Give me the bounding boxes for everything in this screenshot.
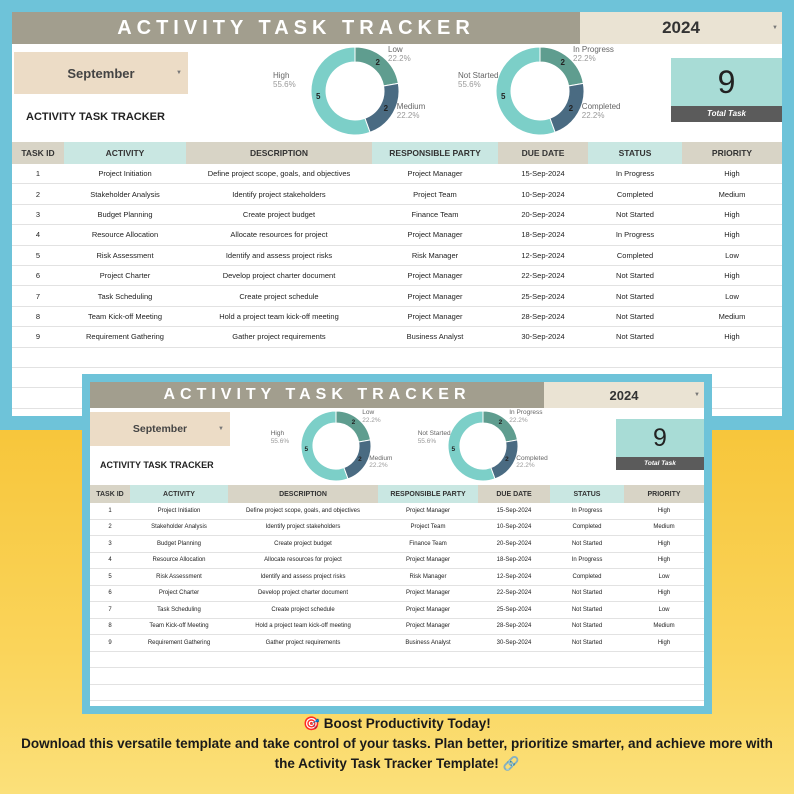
small-total-task-card [616, 419, 704, 470]
large-priority-slice-name: Medium [396, 102, 426, 111]
small-sub-title: ACTIVITY TASK TRACKER [100, 460, 214, 470]
cell-party[interactable]: Business Analyst [372, 327, 498, 347]
cell-status[interactable]: Not Started [550, 602, 624, 619]
table-row[interactable] [12, 225, 782, 245]
cell-activity[interactable]: Resource Allocation [130, 552, 228, 569]
empty-cell[interactable] [478, 701, 550, 707]
small-col-header: DESCRIPTION [228, 485, 378, 503]
cell-status[interactable]: Not Started [588, 306, 682, 326]
cell-party[interactable]: Risk Manager [372, 245, 498, 265]
small-status-slice-label [516, 455, 547, 470]
cell-due[interactable]: 12-Sep-2024 [498, 245, 588, 265]
large-col-header: TASK ID [12, 142, 64, 164]
empty-table-row[interactable] [90, 701, 704, 707]
cell-status[interactable]: In Progress [550, 503, 624, 519]
cell-priority[interactable]: Medium [624, 519, 704, 536]
cell-activity[interactable]: Project Initiation [64, 164, 186, 184]
small-title-bar: ACTIVITY TASK TRACKER [90, 382, 544, 408]
cell-activity[interactable]: Task Scheduling [64, 286, 186, 306]
small-priority-slice-count: 2 [351, 418, 356, 426]
cell-priority[interactable]: Low [682, 286, 782, 306]
small-status-slice-label [418, 430, 451, 445]
small-year-value: 2024 [609, 387, 639, 403]
empty-cell[interactable] [550, 684, 624, 701]
empty-cell[interactable] [372, 347, 498, 367]
cell-due[interactable]: 15-Sep-2024 [478, 503, 550, 519]
large-status-slice-count: 2 [568, 104, 574, 114]
cell-priority[interactable]: Medium [682, 184, 782, 204]
cell-due[interactable]: 20-Sep-2024 [478, 536, 550, 553]
large-priority-slice-count: 5 [316, 92, 321, 102]
cell-activity[interactable]: Budget Planning [64, 204, 186, 224]
small-status-slice-percent: 55.6% [417, 437, 437, 445]
large-priority-slice-count: 2 [383, 104, 389, 114]
large-month-value: September [67, 65, 135, 81]
empty-cell[interactable] [90, 684, 130, 701]
small-priority-slice-percent: 22.2% [362, 416, 381, 424]
empty-cell[interactable] [550, 701, 624, 707]
small-priority-slice-label [271, 430, 289, 445]
large-task-table [12, 142, 782, 409]
cell-due[interactable]: 12-Sep-2024 [478, 569, 550, 586]
small-table-header-row [90, 485, 704, 503]
small-month-select[interactable] [90, 412, 230, 446]
chevron-down-icon: ▼ [218, 426, 224, 432]
cell-description[interactable]: Define project scope, goals, and objectives [186, 164, 372, 184]
cell-activity[interactable]: Risk Assessment [130, 569, 228, 586]
cell-status[interactable]: Not Started [550, 635, 624, 652]
cell-status[interactable]: Not Started [588, 204, 682, 224]
large-priority-slice-name: High [273, 71, 290, 81]
cell-status[interactable]: In Progress [588, 225, 682, 245]
large-status-slice-count: 5 [501, 92, 506, 102]
cell-due[interactable]: 25-Sep-2024 [498, 286, 588, 306]
empty-cell[interactable] [12, 388, 64, 408]
empty-cell[interactable] [624, 701, 704, 707]
small-status-slice-count: 2 [498, 418, 503, 426]
cell-due[interactable]: 22-Sep-2024 [478, 585, 550, 602]
large-title-bar: ACTIVITY TASK TRACKER [12, 12, 580, 44]
large-col-header: DUE DATE [498, 142, 588, 164]
empty-cell[interactable] [130, 651, 228, 668]
empty-table-row[interactable] [90, 684, 704, 701]
cell-id[interactable]: 7 [12, 286, 64, 306]
cell-due[interactable]: 28-Sep-2024 [498, 306, 588, 326]
cell-id[interactable]: 8 [12, 306, 64, 326]
chevron-down-icon: ▼ [176, 70, 182, 76]
empty-cell[interactable] [550, 651, 624, 668]
cell-party[interactable]: Project Team [378, 519, 478, 536]
large-total-task-card [671, 58, 782, 122]
large-col-header: DESCRIPTION [186, 142, 372, 164]
table-row[interactable] [90, 536, 704, 553]
table-row[interactable] [90, 635, 704, 652]
large-priority-slice-label [388, 45, 411, 63]
large-year-value: 2024 [662, 18, 700, 37]
small-col-header: ACTIVITY [130, 485, 228, 503]
empty-cell[interactable] [478, 684, 550, 701]
empty-cell[interactable] [130, 668, 228, 685]
cell-id[interactable]: 4 [90, 552, 130, 569]
cell-id[interactable]: 3 [12, 204, 64, 224]
small-col-header: DUE DATE [478, 485, 550, 503]
cell-description[interactable]: Allocate resources for project [228, 552, 378, 569]
cell-party[interactable]: Project Manager [372, 265, 498, 285]
cell-id[interactable]: 5 [90, 569, 130, 586]
large-status-slice-percent: 22.2% [581, 111, 605, 120]
small-status-slice-label [509, 409, 542, 424]
cell-priority[interactable]: High [624, 585, 704, 602]
empty-cell[interactable] [12, 347, 64, 367]
cell-activity[interactable]: Team Kick-off Meeting [130, 618, 228, 635]
cell-activity[interactable]: Task Scheduling [130, 602, 228, 619]
large-total-label: Total Task [671, 106, 782, 122]
cell-party[interactable]: Project Manager [372, 164, 498, 184]
empty-cell[interactable] [624, 651, 704, 668]
cell-description[interactable]: Create project schedule [228, 602, 378, 619]
empty-table-row[interactable] [90, 668, 704, 685]
cell-id[interactable]: 9 [90, 635, 130, 652]
cell-description[interactable]: Create project budget [228, 536, 378, 553]
cell-description[interactable]: Identify and assess project risks [228, 569, 378, 586]
empty-cell[interactable] [130, 684, 228, 701]
cell-activity[interactable]: Project Initiation [130, 503, 228, 519]
large-priority-slice-percent: 55.6% [273, 80, 296, 90]
cell-status[interactable]: Completed [550, 519, 624, 536]
cell-priority[interactable]: Low [682, 245, 782, 265]
table-row[interactable] [90, 585, 704, 602]
large-status-slice-label [458, 71, 498, 89]
large-col-header: ACTIVITY [64, 142, 186, 164]
cell-activity[interactable]: Stakeholder Analysis [64, 184, 186, 204]
cell-status[interactable]: Not Started [550, 618, 624, 635]
cell-status[interactable]: Completed [588, 184, 682, 204]
large-priority-slice-name: Low [388, 45, 403, 54]
small-total-label: Total Task [616, 457, 704, 470]
cell-activity[interactable]: Risk Assessment [64, 245, 186, 265]
cell-status[interactable]: Not Started [550, 585, 624, 602]
cell-party[interactable]: Project Manager [372, 306, 498, 326]
cell-priority[interactable]: Low [624, 602, 704, 619]
tracker-sheet-small [90, 382, 704, 706]
large-status-slice-name: In Progress [573, 45, 614, 54]
empty-cell[interactable] [378, 668, 478, 685]
cell-activity[interactable]: Requirement Gathering [130, 635, 228, 652]
large-status-slice-count: 2 [560, 58, 565, 68]
cell-id[interactable]: 2 [90, 519, 130, 536]
cell-priority[interactable]: High [682, 265, 782, 285]
cell-description[interactable]: Develop project charter document [186, 265, 372, 285]
cell-due[interactable]: 18-Sep-2024 [498, 225, 588, 245]
empty-cell[interactable] [550, 668, 624, 685]
cell-priority[interactable]: High [682, 327, 782, 347]
cell-priority[interactable]: High [682, 164, 782, 184]
cell-due[interactable]: 18-Sep-2024 [478, 552, 550, 569]
cell-party[interactable]: Project Manager [378, 503, 478, 519]
cell-activity[interactable]: Team Kick-off Meeting [64, 306, 186, 326]
empty-cell[interactable] [478, 668, 550, 685]
table-row[interactable] [90, 519, 704, 536]
empty-cell[interactable] [682, 347, 782, 367]
table-row[interactable] [12, 265, 782, 285]
small-col-header: TASK ID [90, 485, 130, 503]
cell-due[interactable]: 22-Sep-2024 [498, 265, 588, 285]
large-priority-slice-percent: 22.2% [388, 54, 411, 63]
empty-cell[interactable] [186, 347, 372, 367]
cell-due[interactable]: 15-Sep-2024 [498, 164, 588, 184]
table-row[interactable] [90, 552, 704, 569]
table-row[interactable] [12, 245, 782, 265]
cell-status[interactable]: Not Started [588, 327, 682, 347]
table-row[interactable] [90, 503, 704, 519]
promo-caption [20, 714, 774, 774]
table-row[interactable] [12, 327, 782, 347]
cell-priority[interactable]: High [682, 225, 782, 245]
cell-description[interactable]: Create project budget [186, 204, 372, 224]
cell-id[interactable]: 2 [12, 184, 64, 204]
small-status-slice-name: In Progress [509, 409, 543, 416]
cell-due[interactable]: 10-Sep-2024 [498, 184, 588, 204]
large-priority-slice-count: 2 [375, 58, 380, 68]
table-row[interactable] [12, 286, 782, 306]
table-row[interactable] [12, 184, 782, 204]
empty-table-row[interactable] [12, 347, 782, 367]
empty-cell[interactable] [624, 668, 704, 685]
cell-party[interactable]: Project Manager [378, 552, 478, 569]
large-col-header: PRIORITY [682, 142, 782, 164]
large-col-header: RESPONSIBLE PARTY [372, 142, 498, 164]
small-status-slice-name: Not Started [417, 430, 451, 438]
small-col-header: PRIORITY [624, 485, 704, 503]
cell-due[interactable]: 28-Sep-2024 [478, 618, 550, 635]
cell-status[interactable]: Not Started [588, 286, 682, 306]
small-priority-slice-name: High [270, 430, 285, 438]
cell-id[interactable]: 3 [90, 536, 130, 553]
cell-status[interactable]: Not Started [550, 536, 624, 553]
cell-priority[interactable]: Medium [624, 618, 704, 635]
cell-description[interactable]: Define project scope, goals, and objectives [228, 503, 378, 519]
table-row[interactable] [90, 569, 704, 586]
cell-description[interactable]: Gather project requirements [228, 635, 378, 652]
cell-priority[interactable]: Low [624, 569, 704, 586]
cell-party[interactable]: Risk Manager [378, 569, 478, 586]
cell-priority[interactable]: High [682, 204, 782, 224]
large-table-header-row [12, 142, 782, 164]
cell-due[interactable]: 30-Sep-2024 [478, 635, 550, 652]
empty-cell[interactable] [228, 684, 378, 701]
cell-status[interactable]: In Progress [550, 552, 624, 569]
chevron-down-icon: ▼ [694, 392, 700, 398]
small-priority-slice-label [362, 409, 380, 424]
cell-activity[interactable]: Budget Planning [130, 536, 228, 553]
empty-cell[interactable] [130, 701, 228, 707]
tracker-sheet-large [12, 12, 782, 416]
small-priority-slice-percent: 55.6% [270, 437, 290, 445]
cell-due[interactable]: 25-Sep-2024 [478, 602, 550, 619]
small-total-count: 9 [653, 424, 667, 453]
cell-description[interactable]: Hold a project team kick-off meeting [228, 618, 378, 635]
large-sub-title: ACTIVITY TASK TRACKER [26, 111, 165, 123]
large-priority-slice-medium [365, 83, 399, 132]
cell-party[interactable]: Project Manager [372, 286, 498, 306]
empty-cell[interactable] [90, 668, 130, 685]
cell-party[interactable]: Project Manager [378, 585, 478, 602]
cell-status[interactable]: Not Started [588, 265, 682, 285]
cell-description[interactable]: Identify and assess project risks [186, 245, 372, 265]
cell-activity[interactable]: Stakeholder Analysis [130, 519, 228, 536]
empty-cell[interactable] [228, 701, 378, 707]
small-col-header: STATUS [550, 485, 624, 503]
cell-description[interactable]: Develop project charter document [228, 585, 378, 602]
promo-body: Download this versatile template and take control of your tasks. Plan better, prioritize smarter, and achieve more with the Activity Task Tracker Template! 🔗 [21, 736, 773, 771]
empty-cell[interactable] [624, 684, 704, 701]
cell-description[interactable]: Identify project stakeholders [186, 184, 372, 204]
cell-priority[interactable]: High [624, 536, 704, 553]
cell-id[interactable]: 7 [90, 602, 130, 619]
table-row[interactable] [12, 306, 782, 326]
cell-id[interactable]: 6 [12, 265, 64, 285]
cell-party[interactable]: Finance Team [378, 536, 478, 553]
cell-description[interactable]: Allocate resources for project [186, 225, 372, 245]
small-month-value: September [132, 423, 188, 435]
large-priority-slice-label [273, 71, 296, 89]
cell-due[interactable]: 20-Sep-2024 [498, 204, 588, 224]
small-status-slice-count: 5 [451, 446, 456, 454]
cell-id[interactable]: 6 [90, 585, 130, 602]
cell-description[interactable]: Identify project stakeholders [228, 519, 378, 536]
table-row[interactable] [90, 618, 704, 635]
table-row[interactable] [90, 602, 704, 619]
cell-party[interactable]: Project Manager [378, 618, 478, 635]
empty-cell[interactable] [228, 651, 378, 668]
cell-activity[interactable]: Resource Allocation [64, 225, 186, 245]
cell-id[interactable]: 1 [12, 164, 64, 184]
cell-id[interactable]: 4 [12, 225, 64, 245]
cell-description[interactable]: Gather project requirements [186, 327, 372, 347]
small-priority-slice-count: 5 [304, 446, 309, 454]
cell-id[interactable]: 5 [12, 245, 64, 265]
empty-cell[interactable] [90, 651, 130, 668]
large-priority-slice-label [397, 102, 425, 120]
cell-priority[interactable]: High [624, 635, 704, 652]
large-status-slice-label [582, 102, 621, 120]
small-task-table [90, 485, 704, 706]
cell-party[interactable]: Project Manager [372, 225, 498, 245]
cell-party[interactable]: Project Manager [378, 602, 478, 619]
large-status-slice-name: Not Started [458, 71, 499, 81]
cell-priority[interactable]: High [624, 503, 704, 519]
cell-description[interactable]: Hold a project team kick-off meeting [186, 306, 372, 326]
cell-party[interactable]: Project Team [372, 184, 498, 204]
small-priority-slice-name: Low [362, 409, 375, 416]
large-total-count: 9 [717, 64, 736, 101]
cell-priority[interactable]: High [624, 552, 704, 569]
large-status-slice-percent: 22.2% [573, 54, 596, 63]
cell-description[interactable]: Create project schedule [186, 286, 372, 306]
cell-status[interactable]: In Progress [588, 164, 682, 184]
chevron-down-icon: ▼ [772, 25, 778, 31]
cell-activity[interactable]: Project Charter [64, 265, 186, 285]
empty-table-row[interactable] [90, 651, 704, 668]
cell-due[interactable]: 30-Sep-2024 [498, 327, 588, 347]
cell-id[interactable]: 1 [90, 503, 130, 519]
empty-cell[interactable] [90, 701, 130, 707]
small-status-slice-percent: 22.2% [509, 416, 528, 424]
large-status-slice-percent: 55.6% [458, 80, 481, 90]
large-status-slice-completed [550, 83, 584, 132]
small-status-slice-percent: 22.2% [516, 462, 535, 470]
empty-cell[interactable] [64, 347, 186, 367]
promo-headline: 🎯 Boost Productivity Today! [303, 716, 491, 731]
large-priority-slice-percent: 22.2% [396, 111, 420, 120]
small-priority-slice-label [369, 455, 392, 470]
large-status-slice-label [573, 45, 614, 63]
empty-cell[interactable] [228, 668, 378, 685]
small-priority-slice-count: 2 [358, 455, 362, 463]
cell-activity[interactable]: Project Charter [130, 585, 228, 602]
small-priority-slice-percent: 22.2% [369, 462, 388, 470]
large-month-select[interactable] [14, 52, 188, 94]
table-row[interactable] [12, 164, 782, 184]
empty-cell[interactable] [588, 347, 682, 367]
cell-activity[interactable]: Requirement Gathering [64, 327, 186, 347]
small-priority-slice-name: Medium [369, 454, 393, 462]
cell-id[interactable]: 9 [12, 327, 64, 347]
cell-due[interactable]: 10-Sep-2024 [478, 519, 550, 536]
small-status-slice-count: 2 [505, 455, 509, 463]
cell-party[interactable]: Finance Team [372, 204, 498, 224]
empty-cell[interactable] [378, 701, 478, 707]
small-status-slice-name: Completed [516, 454, 548, 462]
empty-cell[interactable] [498, 347, 588, 367]
cell-party[interactable]: Business Analyst [378, 635, 478, 652]
empty-cell[interactable] [12, 367, 64, 387]
small-col-header: RESPONSIBLE PARTY [378, 485, 478, 503]
empty-cell[interactable] [478, 651, 550, 668]
cell-status[interactable]: Completed [550, 569, 624, 586]
large-col-header: STATUS [588, 142, 682, 164]
table-row[interactable] [12, 204, 782, 224]
large-status-slice-name: Completed [581, 102, 621, 111]
large-year-select[interactable] [580, 12, 782, 44]
cell-status[interactable]: Completed [588, 245, 682, 265]
small-year-select[interactable] [544, 382, 704, 408]
empty-cell[interactable] [378, 684, 478, 701]
empty-cell[interactable] [378, 651, 478, 668]
cell-priority[interactable]: Medium [682, 306, 782, 326]
cell-id[interactable]: 8 [90, 618, 130, 635]
